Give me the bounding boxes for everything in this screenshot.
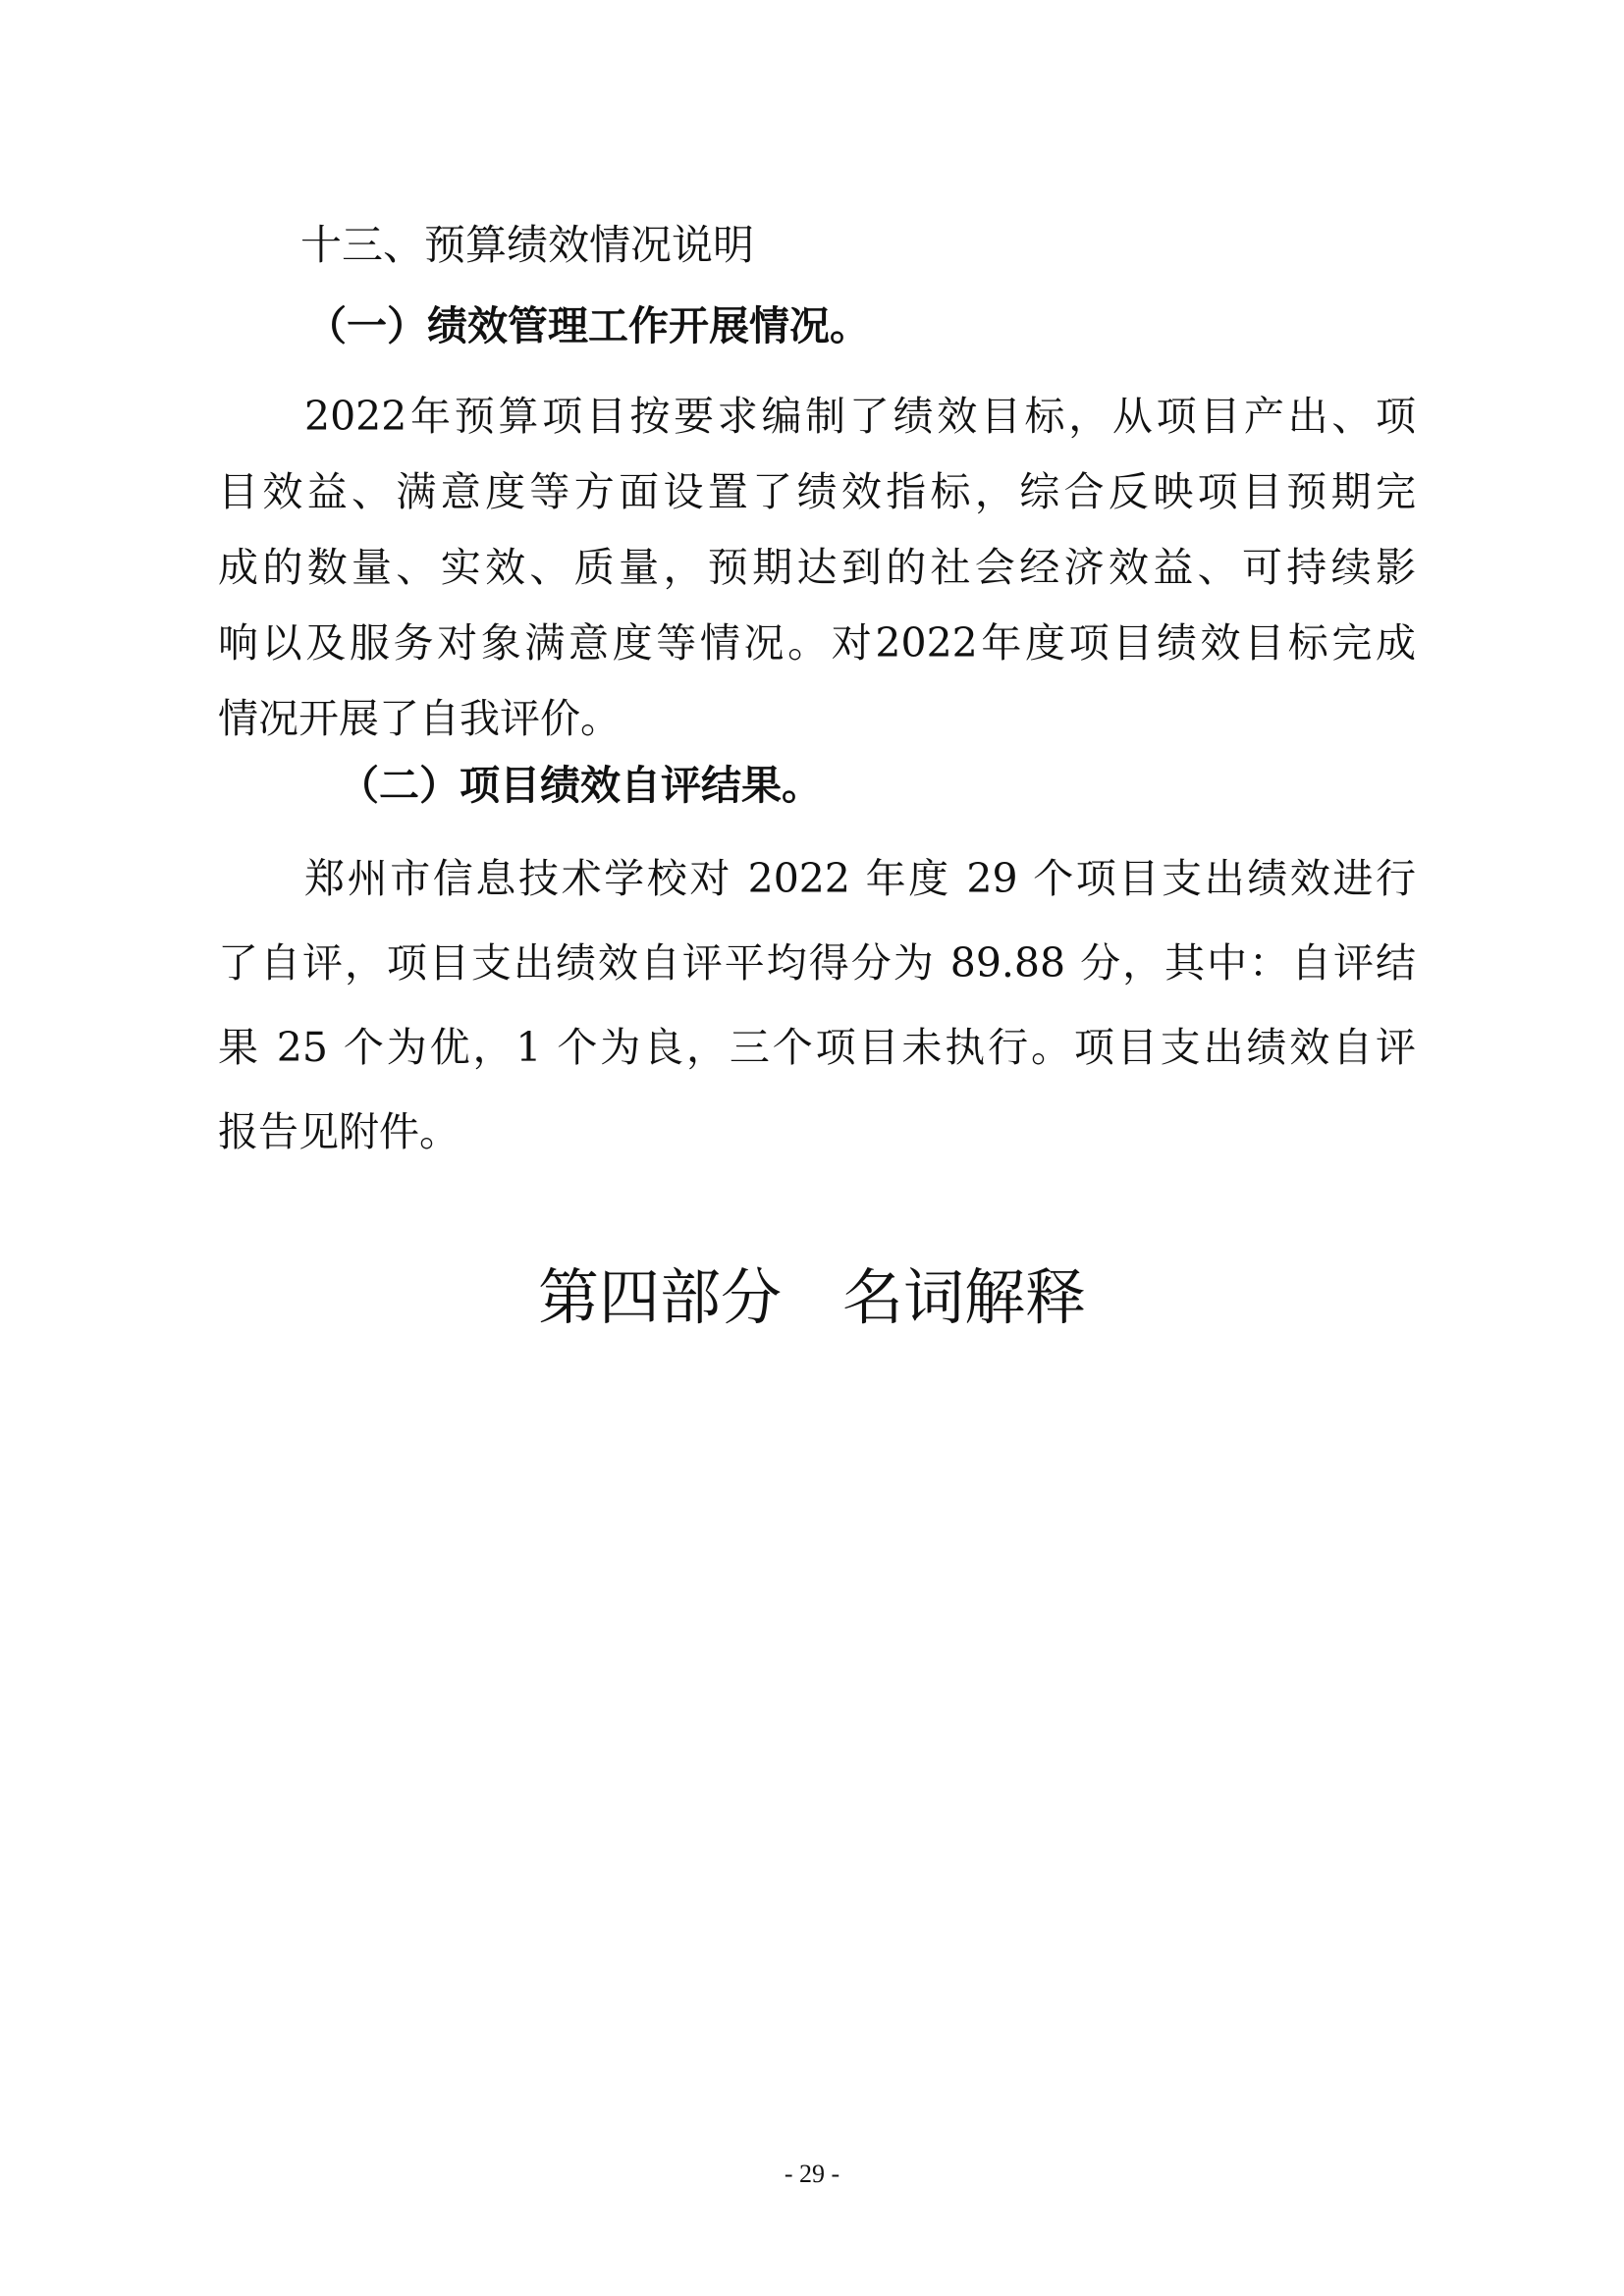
paragraph-line: 2022年预算项目按要求编制了绩效目标，从项目产出、项 [304,393,1416,440]
paragraph-performance-management [218,379,1416,757]
page-number: - 29 - [784,2160,840,2188]
paragraph-line: 响以及服务对象满意度等情况。对2022年度项目绩效目标完成 [218,619,1416,667]
paragraph-line: 目效益、满意度等方面设置了绩效指标，综合反映项目预期完 [218,468,1416,515]
section-heading: 十三、预算绩效情况说明 [300,221,755,269]
paragraph-line: 郑州市信息技术学校对 2022 年度 29 个项目支出绩效进行 [304,855,1416,902]
paragraph-line: 果 25 个为优，1 个为良，三个项目未执行。项目支出绩效自评 [218,1024,1416,1071]
paragraph-self-evaluation [218,836,1416,1174]
subsection-heading-2: （二）项目绩效自评结果。 [339,762,822,809]
paragraph-line: 了自评，项目支出绩效自评平均得分为 89.88 分，其中：自评结 [218,939,1416,987]
paragraph-line: 成的数量、实效、质量，预期达到的社会经济效益、可持续影 [218,544,1416,591]
part-title: 第四部分 名词解释 [537,1261,1086,1333]
subsection-heading-1: （一）绩效管理工作开展情况。 [306,302,870,349]
paragraph-line: 报告见附件。 [218,1108,460,1155]
paragraph-line: 情况开展了自我评价。 [218,695,621,742]
